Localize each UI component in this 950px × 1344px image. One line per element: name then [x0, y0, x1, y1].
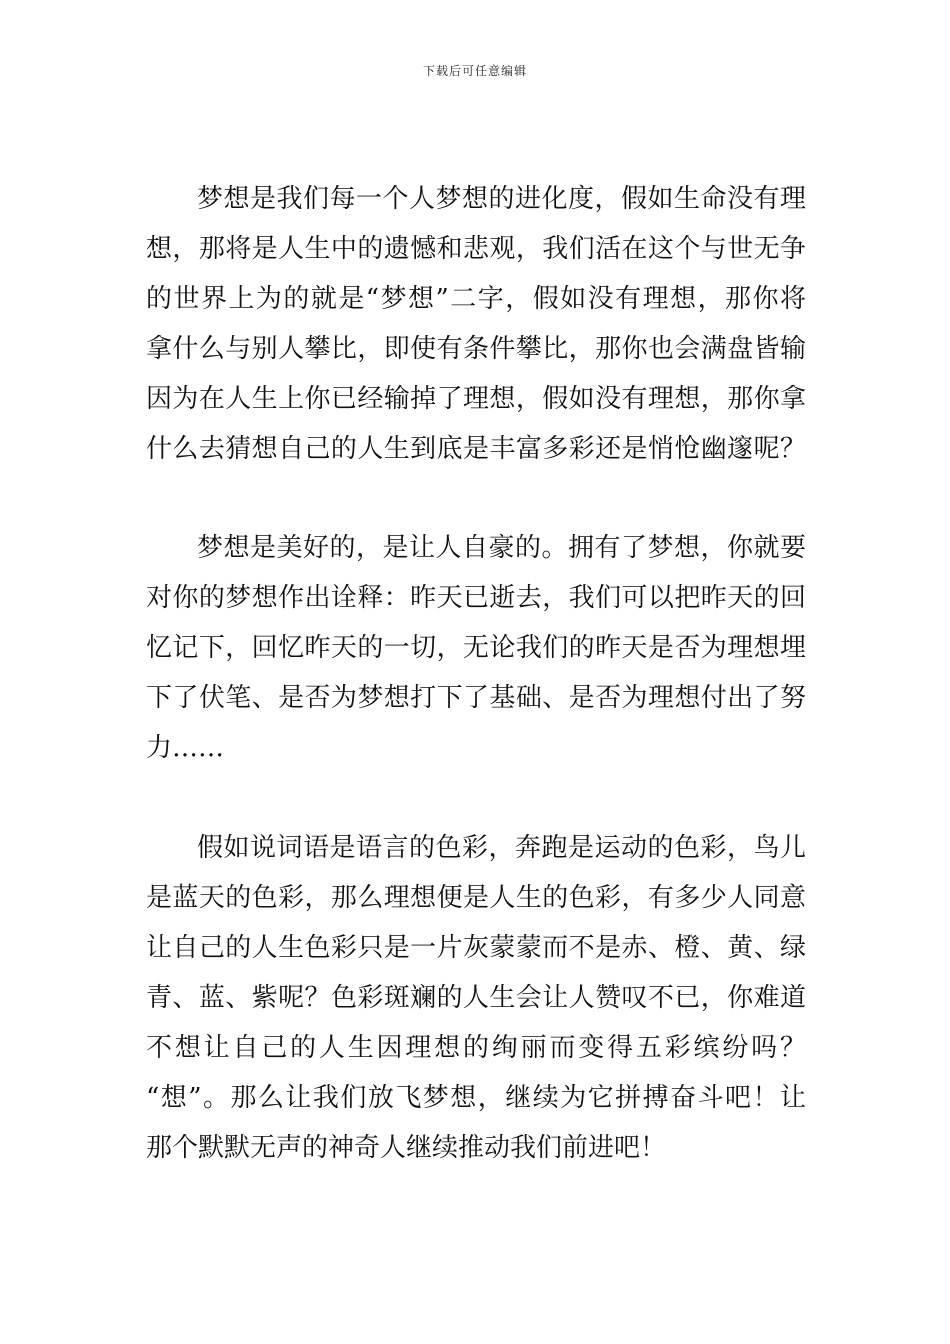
- page-header: 下载后可任意编辑: [422, 64, 527, 78]
- paragraph-line: 什么去猜想自己的人生到底是丰富多彩还是悄怆幽邃呢？: [146, 434, 806, 464]
- paragraph-line: 忆记下，回忆昨天的一切，无论我们的昨天是否为理想埋: [146, 633, 806, 663]
- paragraph-line: 梦想是美好的，是让人自豪的。拥有了梦想，你就要: [197, 533, 806, 563]
- paragraph-line: 那个默默无声的神奇人继续推动我们前进吧！: [146, 1133, 667, 1163]
- paragraph-line: 对你的梦想作出诠释：昨天已逝去，我们可以把昨天的回: [146, 583, 806, 613]
- paragraph-line: 想，那将是人生中的遗憾和悲观，我们活在这个与世无争: [146, 234, 806, 264]
- paragraph-line: 因为在人生上你已经输掉了理想，假如没有理想，那你拿: [146, 384, 806, 414]
- paragraph-line: 假如说词语是语言的色彩，奔跑是运动的色彩，鸟儿: [197, 833, 806, 863]
- paragraph-line: 不想让自己的人生因理想的绚丽而变得五彩缤纷吗？: [146, 1033, 806, 1063]
- paragraph-line: 力……: [146, 733, 225, 763]
- paragraph-line: “想”。那么让我们放飞梦想，继续为它拼搏奋斗吧！让: [146, 1083, 806, 1113]
- paragraph-line: 青、蓝、紫呢？色彩斑斓的人生会让人赞叹不已，你难道: [146, 983, 806, 1013]
- paragraph-line: 让自己的人生色彩只是一片灰蒙蒙而不是赤、橙、黄、绿: [146, 933, 806, 963]
- paragraph-line: 是蓝天的色彩，那么理想便是人生的色彩，有多少人同意: [146, 883, 806, 913]
- paragraph-line: 下了伏笔、是否为梦想打下了基础、是否为理想付出了努: [146, 683, 806, 713]
- paragraph-line: 拿什么与别人攀比，即使有条件攀比，那你也会满盘皆输: [146, 334, 806, 364]
- paragraph-line: 梦想是我们每一个人梦想的进化度，假如生命没有理: [197, 184, 806, 214]
- paragraph-line: 的世界上为的就是“梦想”二字，假如没有理想，那你将: [146, 284, 806, 314]
